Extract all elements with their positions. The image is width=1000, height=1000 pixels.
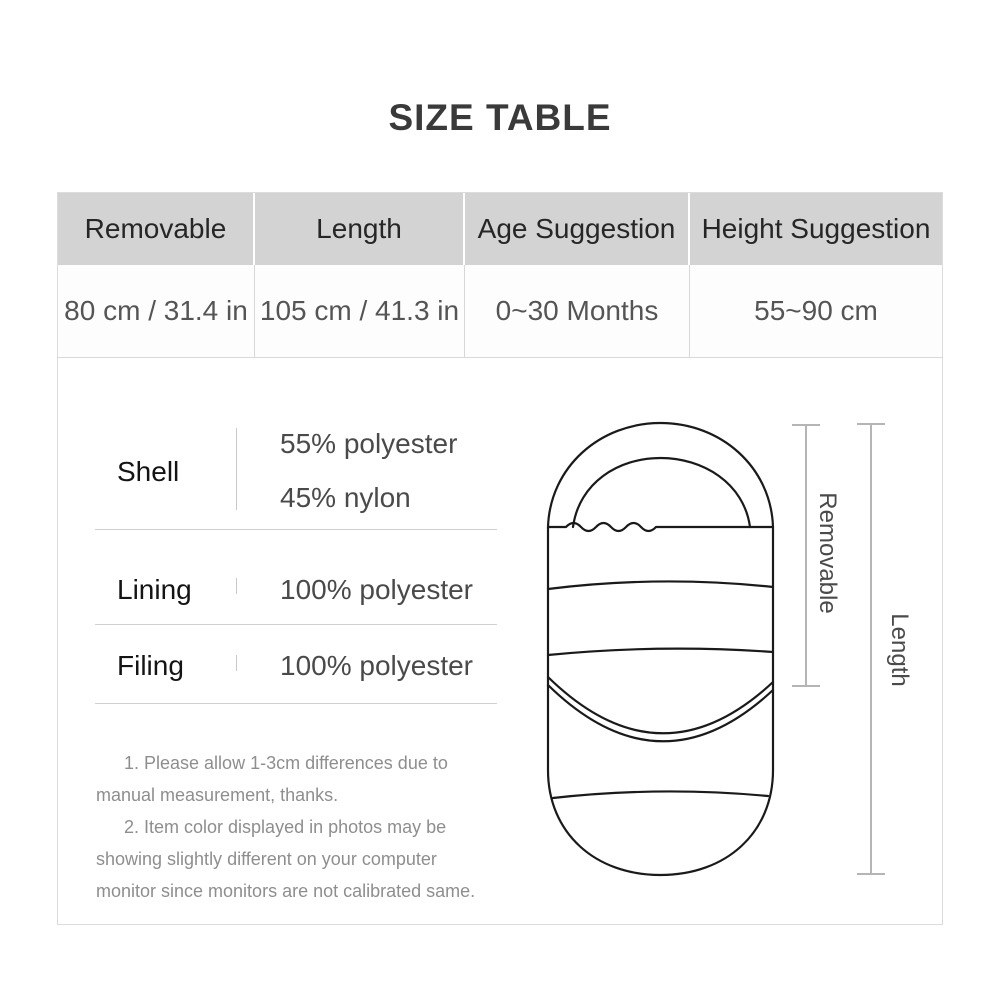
material-label-filing: Filing <box>117 650 184 681</box>
length-dimension-label: Length <box>886 613 913 687</box>
material-label-lining: Lining <box>117 574 192 605</box>
removable-dimension-label: Removable <box>814 492 841 614</box>
material-value-shell-2: 45% nylon <box>280 482 411 513</box>
header-cell-removable: Removable <box>58 193 255 265</box>
cell-age-value: 0~30 Months <box>465 265 690 357</box>
page-title: SIZE TABLE <box>388 97 612 138</box>
divider <box>95 703 497 704</box>
size-table <box>58 193 942 358</box>
cell-height-value: 55~90 cm <box>754 295 878 326</box>
material-value-filing: 100% polyester <box>280 650 474 681</box>
bag-hood-arc <box>573 458 750 527</box>
material-value-shell-1: 55% polyester <box>280 428 458 459</box>
note-line: manual measurement, thanks. <box>96 785 339 805</box>
divider <box>95 624 497 625</box>
material-label-shell: Shell <box>117 456 180 487</box>
cell-removable-value: 80 cm / 31.4 in <box>58 265 255 357</box>
header-cell-age-suggestion: Age Suggestion <box>465 193 690 265</box>
bag-removable-edge-outer <box>548 677 773 733</box>
bag-seam-3 <box>553 791 768 798</box>
divider <box>95 529 497 530</box>
size-table-header-row <box>58 193 942 265</box>
note-line: 1. Please allow 1-3cm differences due to <box>124 753 448 773</box>
header-cell-height-suggestion: Height Suggestion <box>701 213 931 244</box>
notes <box>96 747 536 907</box>
divider <box>236 428 237 510</box>
bag-seam-2 <box>548 649 773 655</box>
size-table-data-row <box>58 265 942 358</box>
bag-seam-1 <box>548 581 773 589</box>
divider <box>236 578 237 594</box>
note-line: 2. Item color displayed in photos may be <box>124 817 447 837</box>
note-line: showing slightly different on your computer <box>96 849 437 869</box>
length-measure-line <box>857 424 885 874</box>
material-value-lining: 100% polyester <box>280 574 474 605</box>
header-cell-length: Length <box>255 193 465 265</box>
bag-collar-wave <box>548 523 773 531</box>
note-line: monitor since monitors are not calibrated same. <box>96 881 476 901</box>
cell-length-value: 105 cm / 41.3 in <box>255 265 465 357</box>
divider <box>236 655 237 671</box>
